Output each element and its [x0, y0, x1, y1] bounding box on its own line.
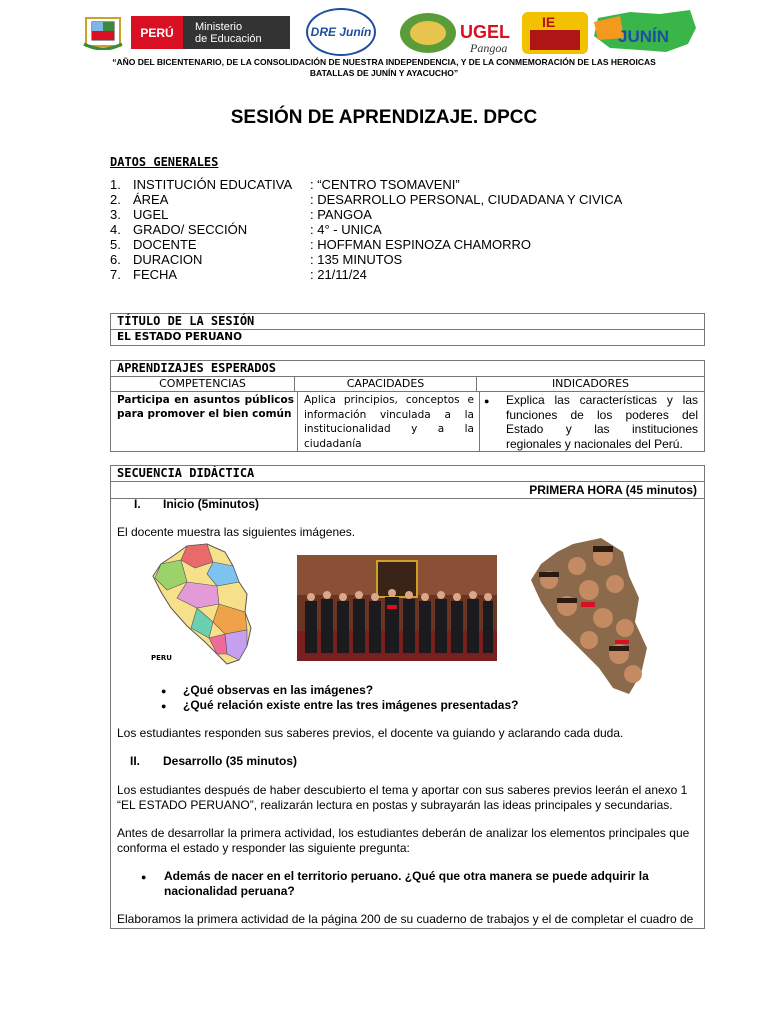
- titulo-sesion-heading: TÍTULO DE LA SESIÓN: [111, 314, 704, 330]
- item-value: : “CENTRO TSOMAVENI”: [310, 177, 460, 192]
- dre-junin-text: DRE Junín: [310, 25, 372, 39]
- item-value: : HOFFMAN ESPINOZA CHAMORRO: [310, 237, 532, 252]
- aprendizajes-box: [110, 360, 705, 452]
- gobierno-junin-logo: [590, 8, 698, 56]
- peru-people-collage-image: [529, 536, 651, 696]
- datos-generales-heading: DATOS GENERALES: [110, 155, 219, 169]
- item-value: : PANGOA: [310, 207, 372, 222]
- questions-list: [161, 683, 681, 712]
- list-item: [110, 222, 622, 237]
- item-label: ÁREA: [133, 192, 169, 207]
- item-label: DURACION: [133, 252, 203, 267]
- desarrollo-paragraph-3: Elaboramos la primera actividad de la página 200 de su cuaderno de trabajos y el de completar el cuadro de: [117, 912, 694, 926]
- header-motto: “AÑO DEL BICENTENARIO, DE LA CONSOLIDACIÓN DE NUESTRA INDEPENDENCIA, Y DE LA CONMEMORACIÓN DE LAS HEROICAS BATALLAS DE JUNÍN Y AYACUCHO”: [112, 57, 656, 78]
- list-item: [110, 192, 622, 207]
- ministry-line1: Ministerio: [195, 20, 243, 33]
- list-item: [110, 252, 622, 267]
- aprendizajes-heading: APRENDIZAJES ESPERADOS: [111, 361, 704, 377]
- desarrollo-paragraph-2: Antes de desarrollar la primera actividad, los estudiantes deberán de analizar los elementos principales que conforma el estado y responder las siguiente pregunta:: [117, 826, 690, 855]
- indicador-cell: [480, 392, 704, 452]
- page-title: SESIÓN DE APRENDIZAJE. DPCC: [230, 107, 538, 128]
- desarrollo-paragraph-1: Los estudiantes después de haber descubierto el tema y aportar con sus saberes previos leerán el anexo 1 “EL ESTADO PERUANO”, realizarán lectura en postas y subrayarán las ideas principales y secundarias.: [117, 783, 688, 812]
- inicio-text: El docente muestra las siguientes imágenes.: [117, 525, 356, 539]
- respuesta-text: Los estudiantes responden sus saberes previos, el docente va guiando y aclarando cada duda.: [117, 726, 624, 740]
- svg-text:IE: IE: [542, 14, 556, 30]
- list-item: ● Además de nacer en el territorio peruano. ¿Qué que otra manera se puede adquirir la nacionalidad peruana?: [141, 869, 661, 898]
- item-number: 4.: [110, 222, 121, 237]
- titulo-sesion-value: EL ESTADO PERUANO: [117, 331, 243, 343]
- list-item: [110, 177, 622, 192]
- pregunta-list: [141, 869, 661, 898]
- desarrollo-title: Desarrollo (35 minutos): [163, 754, 298, 768]
- peru-regions-map-image: [147, 542, 259, 670]
- item-label: UGEL: [133, 207, 169, 222]
- col-indicadores: INDICADORES: [551, 377, 630, 390]
- item-value: : DESARROLLO PERSONAL, CIUDADANA Y CIVICA: [310, 192, 623, 207]
- dre-junin-logo: [306, 8, 376, 56]
- item-label: GRADO/ SECCIÓN: [133, 222, 248, 237]
- list-item: ● ¿Qué observas en las imágenes?: [161, 683, 681, 698]
- capacidad-cell: Aplica principios, conceptos e información vinculada a la institucionalidad y a la ciudadanía: [298, 392, 480, 452]
- secuencia-heading: SECUENCIA DIDÁCTICA: [111, 466, 704, 482]
- col-competencias: COMPETENCIAS: [111, 377, 295, 391]
- item-number: 3.: [110, 207, 121, 222]
- item-number: 5.: [110, 237, 121, 252]
- peru-coat-of-arms-logo: [82, 14, 124, 50]
- datos-generales-list: [110, 177, 622, 282]
- col-capacidades: CAPACIDADES: [295, 377, 477, 391]
- competencia-cell: Participa en asuntos públicos para promover el bien común: [111, 392, 298, 452]
- item-number: 6.: [110, 252, 121, 267]
- ugel-pangoa-logo: [398, 10, 518, 56]
- institution-logo: [520, 10, 590, 56]
- svg-text:Pangoa: Pangoa: [470, 41, 508, 55]
- item-number: 2.: [110, 192, 121, 207]
- list-item: ● ¿Qué relación existe entre las tres imágenes presentadas?: [161, 698, 681, 713]
- item-number: 7.: [110, 267, 121, 282]
- svg-text:UGEL: UGEL: [460, 22, 511, 42]
- ministry-label: [183, 16, 290, 49]
- item-value: : 4° - UNICA: [310, 222, 382, 237]
- item-number: 1.: [110, 177, 121, 192]
- inicio-title: Inicio (5minutos): [163, 497, 259, 511]
- desarrollo-number: II.: [130, 754, 141, 768]
- item-label: FECHA: [133, 267, 178, 282]
- inicio-number: I.: [134, 497, 141, 511]
- list-item: [110, 267, 622, 282]
- item-label: DOCENTE: [133, 237, 197, 252]
- government-officials-photo: [297, 555, 497, 661]
- ministry-line2: de Educación: [195, 32, 262, 45]
- titulo-sesion-box: [110, 313, 705, 346]
- list-item: [110, 207, 622, 222]
- indicador-item: ● Explica las características y las funciones de los poderes del Estado y las instituciones regionales y nacionales del Perú.: [484, 393, 698, 451]
- table-row: [111, 392, 704, 452]
- item-value: : 21/11/24: [310, 267, 367, 282]
- map-label: PERU: [151, 654, 172, 662]
- item-label: INSTITUCIÓN EDUCATIVA: [133, 177, 293, 192]
- svg-text:JUNÍN: JUNÍN: [618, 27, 670, 46]
- list-item: [110, 237, 622, 252]
- table-header-row: [111, 377, 704, 392]
- item-value: : 135 MINUTOS: [310, 252, 403, 267]
- minedu-logo: [131, 16, 290, 49]
- secuencia-box: [110, 465, 705, 929]
- peru-label: PERÚ: [131, 16, 183, 49]
- primera-hora-label: PRIMERA HORA (45 minutos): [111, 482, 704, 499]
